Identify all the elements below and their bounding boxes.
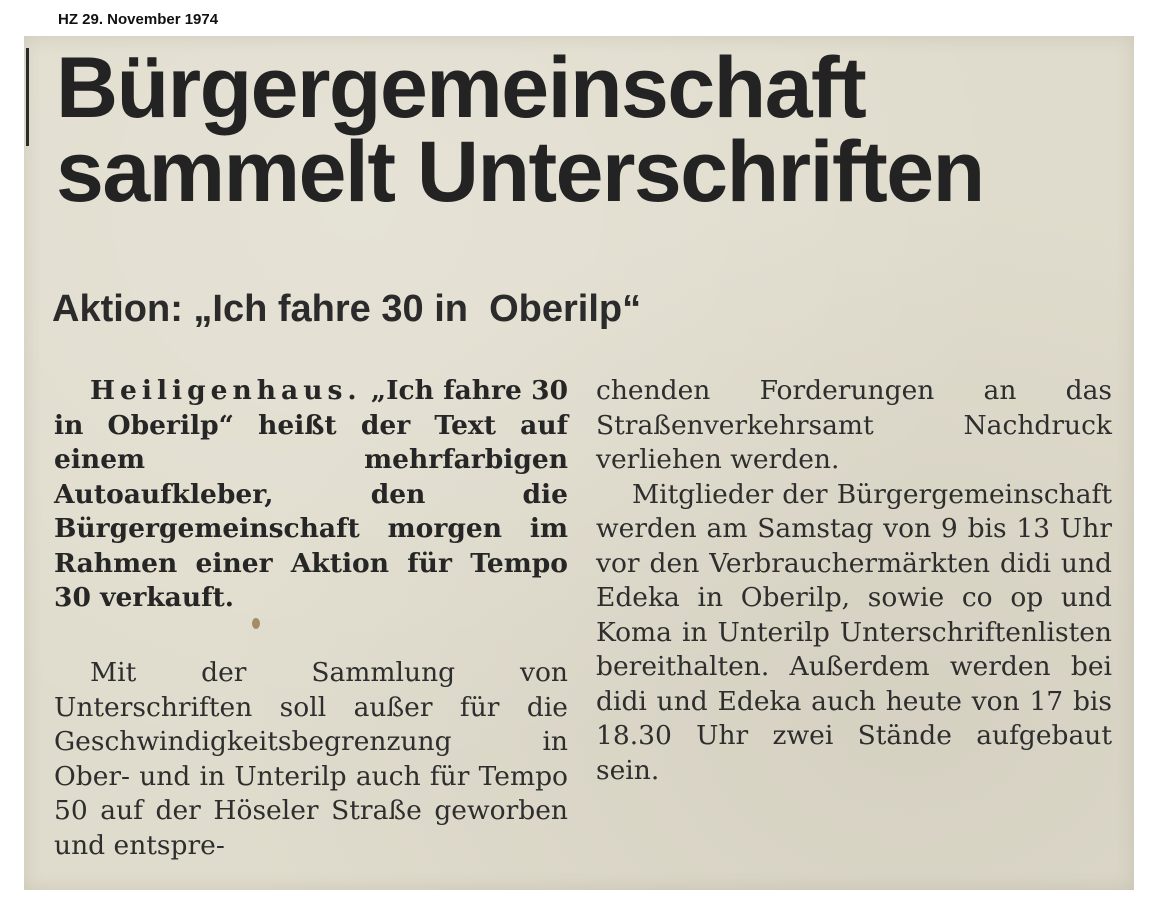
headline [56,40,1126,220]
lede-paragraph [54,374,568,616]
source-label: HZ 29. November 1974 [58,11,219,28]
lede-text: „Ich fahre 30 in Oberilp“ heißt der Text auf einem mehrfarbigen Autoaufkleber, den die Bürgergemeinschaft morgen im Rahmen einer Aktion für Tempo 30 verkauft. [54,375,569,613]
body-paragraph-left [54,656,568,863]
subheadline: Aktion: „Ich fahre 30 in Oberilp“ [52,288,642,330]
body-text-right-1: chenden Forderungen an das Straßenverkehrsamt Nachdruck verliehen werden. [596,375,1112,475]
column-rule [26,48,29,146]
headline-line-1: Bürgergemeinschaft [56,40,866,136]
body-text-right-2: Mitglieder der Bürgergemeinschaft werden am Samstag von 9 bis 13 Uhr vor den Verbrauchermärkten didi und Edeka in Oberilp, sowie co op und Koma in Unterilp Unterschriftenlisten bereithalten. Außerdem werden bei didi und Edeka auch heute von 17 bis 18.30 Uhr zwei Stände aufgebaut sein. [596,478,1112,786]
headline-line-2: sammelt Unterschriften [56,124,984,220]
paper-speck [252,618,260,629]
body-column-right [596,374,1112,788]
dateline: Heiligenhaus. [90,375,362,406]
body-text-left: Mit der Sammlung von Unterschriften soll außer für die Geschwindigkeitsbegrenzung in Ober- und in Unterilp auch für Tempo 50 auf der Höseler Straße geworben und entspre- [54,657,568,861]
